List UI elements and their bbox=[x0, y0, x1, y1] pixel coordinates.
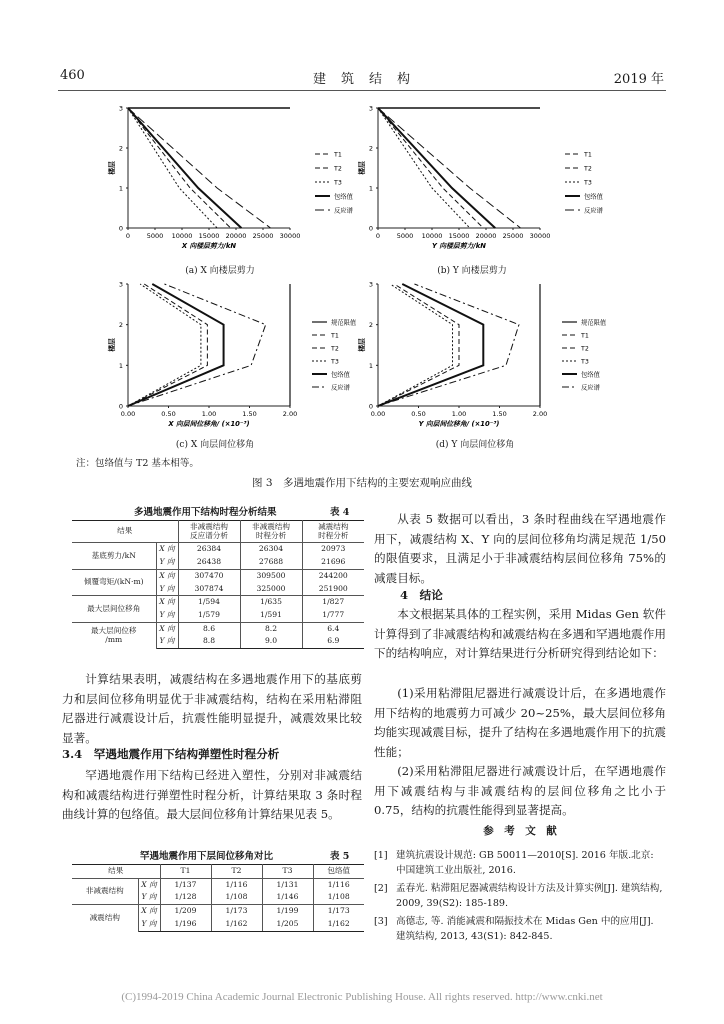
table-cell: 1/205 bbox=[262, 918, 313, 931]
table-cell: 307874 bbox=[178, 583, 240, 596]
legend-label: T1 bbox=[584, 151, 592, 159]
table-cell: 21696 bbox=[302, 556, 364, 569]
x-axis-label: Y 向楼层剪力/kN bbox=[432, 242, 486, 250]
y-tick-label: 1 bbox=[118, 184, 123, 193]
table-header-cell: T2 bbox=[211, 865, 262, 879]
table-row bbox=[72, 878, 364, 891]
table-row bbox=[72, 905, 364, 918]
table-cell: 1/131 bbox=[262, 878, 313, 891]
x-tick-label: 20000 bbox=[225, 232, 247, 240]
table-cell: 8.8 bbox=[178, 635, 240, 648]
legend-label: T3 bbox=[581, 358, 589, 366]
table-cell: 1/209 bbox=[160, 905, 211, 918]
page-number: 460 bbox=[60, 68, 85, 83]
table4-number: 表 4 bbox=[330, 507, 350, 518]
y-tick-label: 3 bbox=[368, 104, 373, 113]
table-row bbox=[72, 596, 364, 609]
copyright-footer: (C)1994-2019 China Academic Journal Electronic Publishing House. All rights reserved. http://www.cnki.net bbox=[121, 991, 603, 1003]
table-header-cell: 结果 bbox=[72, 865, 160, 879]
table-cell: Y 向 bbox=[156, 609, 178, 622]
header-rule bbox=[58, 90, 666, 91]
table-cell: 1/116 bbox=[327, 879, 350, 889]
table-cell: 1/591 bbox=[240, 609, 302, 622]
x-tick-label: 0.00 bbox=[370, 410, 386, 418]
table-cell: 20973 bbox=[321, 544, 346, 554]
y-tick-label: 3 bbox=[118, 280, 123, 289]
legend-label: 规范限值 bbox=[581, 319, 607, 327]
x-tick-label: 15000 bbox=[198, 232, 220, 240]
legend-label: 包络值 bbox=[581, 371, 600, 379]
chart-y-story-shear bbox=[350, 98, 610, 276]
legend-label: T2 bbox=[581, 345, 589, 353]
series-line-包络值 bbox=[128, 108, 241, 228]
table-cell: X 向 bbox=[138, 878, 160, 891]
row-label: 非减震结构 bbox=[72, 878, 138, 904]
caption-c: (c) X 向层间位移角 bbox=[175, 440, 255, 450]
legend-label: T3 bbox=[334, 179, 342, 187]
chart-x-story-shear bbox=[100, 98, 360, 276]
table-header-row bbox=[72, 521, 364, 543]
references-title: 参 考 文 献 bbox=[483, 825, 557, 837]
table-cell: Y 向 bbox=[156, 556, 178, 569]
table-cell: 1/162 bbox=[313, 918, 364, 931]
table-cell: 26384 bbox=[178, 543, 240, 556]
reference-item bbox=[374, 915, 666, 944]
legend-label: 反应谱 bbox=[581, 384, 600, 392]
legend-label: 反应谱 bbox=[584, 207, 603, 215]
table-header-cell: 包络值 bbox=[313, 865, 364, 879]
right-paragraph-3: (1)采用粘滞阻尼器进行减震设计后，在多遇地震作用下结构的地震剪力可减少 20~25%，最大层间位移角均能实现减震目标，提升了结构在多遇地震作用下的抗震性能； bbox=[374, 686, 666, 759]
table-cell: 325000 bbox=[240, 583, 302, 596]
legend-label: T1 bbox=[581, 332, 589, 340]
table-cell: Y 向 bbox=[156, 635, 178, 648]
legend-label: 包络值 bbox=[584, 193, 603, 201]
section-4-heading: 4 结论 bbox=[400, 588, 443, 602]
y-axis-label: 楼层 bbox=[108, 338, 116, 352]
x-tick-label: 5000 bbox=[146, 232, 164, 240]
x-tick-label: 1.50 bbox=[492, 410, 507, 418]
reference-item bbox=[374, 849, 666, 878]
legend-label: 反应谱 bbox=[334, 207, 353, 215]
y-tick-label: 0 bbox=[368, 224, 373, 233]
x-tick-label: 25000 bbox=[252, 232, 274, 240]
table-cell: 1/594 bbox=[178, 596, 240, 609]
legend-label: T3 bbox=[331, 358, 339, 366]
x-axis-label: X 向层间位移角/ (×10⁻³) bbox=[168, 420, 250, 428]
x-tick-label: 2.00 bbox=[532, 410, 548, 418]
table-cell: X 向 bbox=[156, 569, 178, 582]
reference-text: 孟春光. 粘滞阻尼器减震结构设计方法及计算实例[J]. 建筑结构, 2009, 39(S2): 185-189. bbox=[396, 883, 663, 909]
row-label: 基底剪力/kN bbox=[72, 543, 156, 569]
series-line-T1 bbox=[378, 284, 459, 406]
table-cell: 1/108 bbox=[211, 891, 262, 904]
table4-title: 多遇地震作用下结构时程分析结果 bbox=[134, 507, 277, 518]
legend-label: T1 bbox=[331, 332, 339, 340]
right-paragraph-2: 本文根据某具体的工程实例，采用 Midas Gen 软件计算得到了非减震结构和减震结构在多遇和罕遇地震作用下的结构响应，对计算结果进行分析研究得到结论如下： bbox=[374, 607, 666, 660]
left-paragraph-1: 计算结果表明，减震结构在多遇地震作用下的基底剪力和层间位移角明显优于非减震结构，结构在采用粘滞阻尼器进行减震设计后，抗震性能明显提升，减震效果比较显著。 bbox=[62, 672, 362, 745]
table-header-cell: 非减震结构 时程分析 bbox=[240, 521, 302, 543]
x-tick-label: 0 bbox=[125, 232, 131, 240]
caption-b: (b) Y 向楼层剪力 bbox=[437, 266, 507, 276]
reference-number: [3] bbox=[374, 916, 388, 927]
x-tick-label: 25000 bbox=[502, 232, 524, 240]
x-tick-label: 1.50 bbox=[242, 410, 257, 418]
table-header-row bbox=[72, 865, 364, 879]
y-axis-label: 楼层 bbox=[358, 161, 366, 175]
y-tick-label: 1 bbox=[368, 184, 373, 193]
series-line-T3 bbox=[378, 108, 470, 228]
table-cell: 1/199 bbox=[262, 905, 313, 918]
series-line-反应谱 bbox=[128, 284, 266, 406]
y-tick-label: 3 bbox=[118, 104, 123, 113]
table-header-cell: T3 bbox=[262, 865, 313, 879]
table-cell: 251900 bbox=[302, 583, 364, 596]
series-line-包络值 bbox=[378, 108, 495, 228]
section-3-4-heading: 3.4 罕遇地震作用下结构弹塑性时程分析 bbox=[62, 747, 280, 761]
table-cell: 1/146 bbox=[262, 891, 313, 904]
table-cell: 1/635 bbox=[240, 596, 302, 609]
series-line-反应谱 bbox=[378, 284, 519, 406]
x-tick-label: 0.50 bbox=[411, 410, 426, 418]
table-header-cell: T1 bbox=[160, 865, 211, 879]
year: 2019 年 bbox=[613, 72, 664, 87]
table4 bbox=[72, 520, 364, 649]
table-cell: 6.9 bbox=[302, 635, 364, 648]
legend-label: T2 bbox=[331, 345, 339, 353]
right-paragraph-1: 从表 5 数据可以看出，3 条时程曲线在罕遇地震作用下，减震结构 X、Y 向的层间位移角均满足规范 1/50 的限值要求，且满足小于非减震结构层间位移角 75%的减震目标。 bbox=[374, 512, 666, 585]
row-label: 最大层间位移 /mm bbox=[72, 622, 156, 648]
table-cell: 1/162 bbox=[211, 918, 262, 931]
table5-number: 表 5 bbox=[330, 851, 350, 862]
legend-label: 包络值 bbox=[331, 371, 350, 379]
reference-list bbox=[374, 849, 666, 948]
right-paragraph-4: (2)采用粘滞阻尼器进行减震设计后，在罕遇地震作用下减震结构与非减震结构的层间位移角之比小于 0.75，结构的抗震性能得到显著提高。 bbox=[374, 764, 666, 817]
table-row bbox=[72, 543, 364, 556]
legend-label: T2 bbox=[334, 165, 342, 173]
table-cell: 6.4 bbox=[327, 623, 340, 633]
table-cell: 26438 bbox=[178, 556, 240, 569]
x-axis-label: X 向楼层剪力/kN bbox=[181, 242, 237, 250]
table-header-cell: 非减震结构 反应谱分析 bbox=[178, 521, 240, 543]
legend-label: 规范限值 bbox=[331, 319, 357, 327]
y-tick-label: 0 bbox=[368, 402, 373, 411]
reference-number: [1] bbox=[374, 850, 388, 861]
series-line-反应谱 bbox=[128, 108, 271, 228]
y-tick-label: 2 bbox=[118, 144, 123, 153]
table-cell: 1/116 bbox=[211, 878, 262, 891]
table5-title: 罕遇地震作用下层间位移角对比 bbox=[140, 851, 274, 862]
x-tick-label: 5000 bbox=[396, 232, 414, 240]
y-tick-label: 0 bbox=[118, 224, 123, 233]
table-row bbox=[72, 622, 364, 635]
table-row bbox=[72, 569, 364, 582]
x-tick-label: 1.00 bbox=[201, 410, 217, 418]
y-axis-label: 楼层 bbox=[358, 338, 366, 352]
table-cell: 27688 bbox=[240, 556, 302, 569]
table-cell: Y 向 bbox=[138, 891, 160, 904]
table-cell: 1/173 bbox=[211, 905, 262, 918]
table-cell: 309500 bbox=[240, 569, 302, 582]
reference-text: 建筑抗震设计规范: GB 50011—2010[S]. 2016 年版.北京: 中国建筑工业出版社, 2016. bbox=[396, 850, 654, 876]
chart-y-drift bbox=[350, 276, 610, 436]
x-tick-label: 30000 bbox=[279, 232, 301, 240]
series-line-T3 bbox=[128, 108, 217, 228]
x-tick-label: 10000 bbox=[171, 232, 193, 240]
x-tick-label: 1.00 bbox=[451, 410, 467, 418]
series-line-包络值 bbox=[128, 284, 224, 406]
y-tick-label: 3 bbox=[368, 280, 373, 289]
x-tick-label: 15000 bbox=[448, 232, 470, 240]
legend-label: T1 bbox=[334, 151, 342, 159]
legend-label: 反应谱 bbox=[331, 384, 350, 392]
legend-label: 包络值 bbox=[334, 193, 353, 201]
x-tick-label: 20000 bbox=[475, 232, 497, 240]
chart-x-drift bbox=[100, 276, 360, 436]
series-line-反应谱 bbox=[378, 108, 521, 228]
table-header-cell: 减震结构 时程分析 bbox=[302, 521, 364, 543]
table-cell: 1/777 bbox=[302, 609, 364, 622]
x-tick-label: 30000 bbox=[529, 232, 551, 240]
left-paragraph-2: 罕遇地震作用下结构已经进入塑性，分别对非减震结构和减震结构进行弹塑性时程分析，计算结果取 3 条时程曲线计算的包络值。最大层间位移角计算结果见表 5。 bbox=[62, 768, 362, 821]
x-tick-label: 0.00 bbox=[120, 410, 136, 418]
reference-item bbox=[374, 882, 666, 911]
table-cell: 1/128 bbox=[160, 891, 211, 904]
y-tick-label: 0 bbox=[118, 402, 123, 411]
reference-text: 高德志, 等. 消能减震和隔振技术在 Midas Gen 中的应用[J]. 建筑结构, 2013, 43(S1): 842-845. bbox=[396, 916, 654, 942]
figure-caption: 图 3 多遇地震作用下结构的主要宏观响应曲线 bbox=[251, 477, 473, 489]
y-tick-label: 1 bbox=[118, 361, 123, 370]
table-cell: 8.6 bbox=[178, 622, 240, 635]
journal-title: 建 筑 结 构 bbox=[312, 72, 411, 87]
table-cell: 1/173 bbox=[327, 906, 350, 916]
table-cell: 26304 bbox=[240, 543, 302, 556]
y-tick-label: 2 bbox=[368, 144, 373, 153]
table-header-cell: 结果 bbox=[72, 521, 178, 543]
table-cell: 1/108 bbox=[313, 891, 364, 904]
reference-number: [2] bbox=[374, 883, 388, 894]
series-line-包络值 bbox=[378, 284, 483, 406]
y-tick-label: 2 bbox=[368, 321, 373, 330]
y-axis-label: 楼层 bbox=[108, 161, 116, 175]
row-label: 最大层间位移角 bbox=[72, 596, 156, 622]
x-tick-label: 0 bbox=[375, 232, 381, 240]
table-cell: X 向 bbox=[156, 622, 178, 635]
row-label: 倾覆弯矩/(kN·m) bbox=[72, 569, 156, 595]
table-cell: 244200 bbox=[318, 570, 348, 580]
series-line-T2 bbox=[378, 284, 483, 406]
table-cell: 307470 bbox=[178, 569, 240, 582]
table-cell: X 向 bbox=[138, 905, 160, 918]
table-cell: 8.2 bbox=[240, 622, 302, 635]
table-cell: 1/196 bbox=[160, 918, 211, 931]
x-tick-label: 10000 bbox=[421, 232, 443, 240]
legend-label: T3 bbox=[584, 179, 592, 187]
y-tick-label: 2 bbox=[118, 321, 123, 330]
table-cell: X 向 bbox=[156, 543, 178, 556]
table-cell: Y 向 bbox=[156, 583, 178, 596]
legend-label: T2 bbox=[584, 165, 592, 173]
table-cell: 9.0 bbox=[240, 635, 302, 648]
table-cell: Y 向 bbox=[138, 918, 160, 931]
x-tick-label: 2.00 bbox=[282, 410, 298, 418]
figure-note: 注：包络值与 T2 基本相等。 bbox=[76, 458, 199, 469]
table-cell: 1/137 bbox=[160, 878, 211, 891]
x-tick-label: 0.50 bbox=[161, 410, 176, 418]
table5 bbox=[72, 864, 364, 932]
caption-a: (a) X 向楼层剪力 bbox=[185, 266, 255, 276]
row-label: 减震结构 bbox=[72, 905, 138, 931]
x-axis-label: Y 向层间位移角/ (×10⁻³) bbox=[418, 420, 500, 428]
table-cell: 1/579 bbox=[178, 609, 240, 622]
caption-d: (d) Y 向层间位移角 bbox=[435, 440, 515, 450]
series-line-T2 bbox=[128, 284, 224, 406]
table-cell: 1/827 bbox=[322, 597, 345, 607]
table-cell: X 向 bbox=[156, 596, 178, 609]
y-tick-label: 1 bbox=[368, 361, 373, 370]
